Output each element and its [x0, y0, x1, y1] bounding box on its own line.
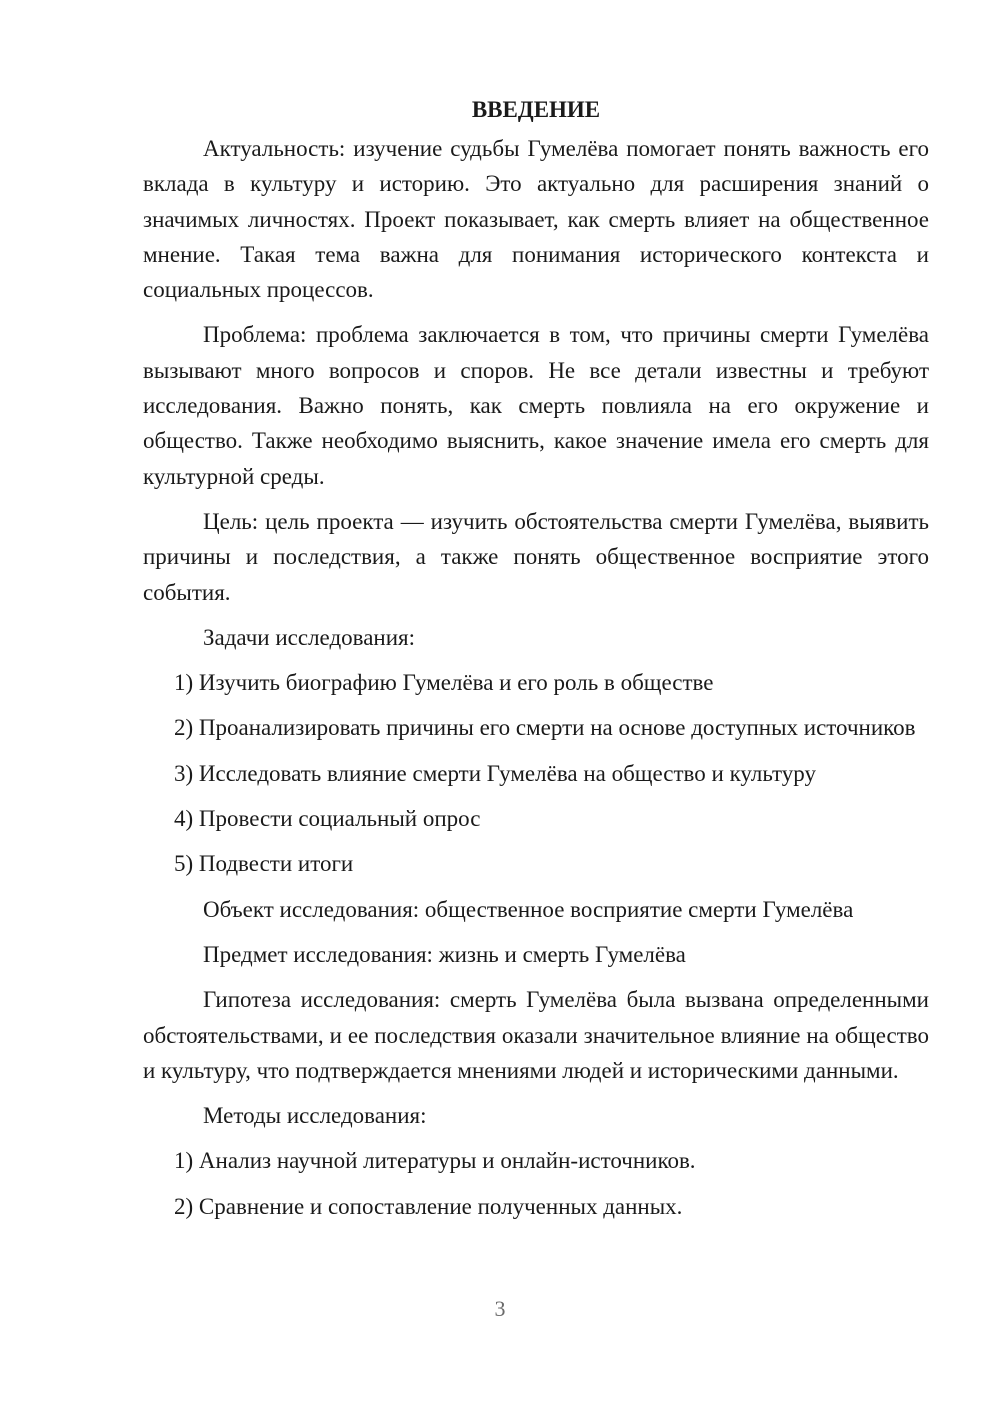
task-item-1: 1) Изучить биографию Гумелёва и его роль в обществе	[174, 670, 714, 696]
subject-paragraph: Предмет исследования: жизнь и смерть Гумелёва	[203, 941, 686, 967]
task-item-2: 2) Проанализировать причины его смерти на основе доступных источников	[174, 715, 916, 741]
method-item-1: 1) Анализ научной литературы и онлайн-источников.	[174, 1148, 696, 1174]
problem-paragraph: Проблема: проблема заключается в том, что причины смерти Гумелёва вызывают много вопросов и споров. Не все детали известны и требуют исследования. Важно понять, как смерть повлияла на его окружение и общество. Также необходимо выяснить, какое значение имела его смерть для культурной среды.	[143, 322, 929, 489]
task-item-4: 4) Провести социальный опрос	[174, 806, 481, 832]
section-heading: ВВЕДЕНИЕ	[471, 97, 601, 122]
page-number: 3	[494, 1296, 506, 1321]
relevance-paragraph: Актуальность: изучение судьбы Гумелёва помогает понять важность его вклада в культуру и историю. Это актуально для расширения знаний о значимых личностях. Проект показывает, как смерть влияет на общественное мнение. Такая тема важна для понимания исторического контекста и социальных процессов.	[143, 136, 929, 303]
methods-heading: Методы исследования:	[203, 1103, 427, 1129]
document-page	[143, 95, 929, 1234]
tasks-heading: Задачи исследования:	[203, 624, 416, 650]
method-item-2: 2) Сравнение и сопоставление полученных данных.	[174, 1193, 683, 1219]
goal-paragraph: Цель: цель проекта — изучить обстоятельства смерти Гумелёва, выявить причины и последствия, а также понять общественное восприятие этого события.	[143, 508, 929, 605]
object-paragraph: Объект исследования: общественное восприятие смерти Гумелёва	[203, 896, 854, 922]
hypothesis-paragraph: Гипотеза исследования: смерть Гумелёва была вызвана определенными обстоятельствами, и ее последствия оказали значительное влияние на общество и культуру, что подтверждается мнениями людей и историческими данными.	[143, 987, 929, 1083]
task-item-3: 3) Исследовать влияние смерти Гумелёва на общество и культуру	[174, 760, 816, 786]
task-item-5: 5) Подвести итоги	[174, 851, 354, 877]
